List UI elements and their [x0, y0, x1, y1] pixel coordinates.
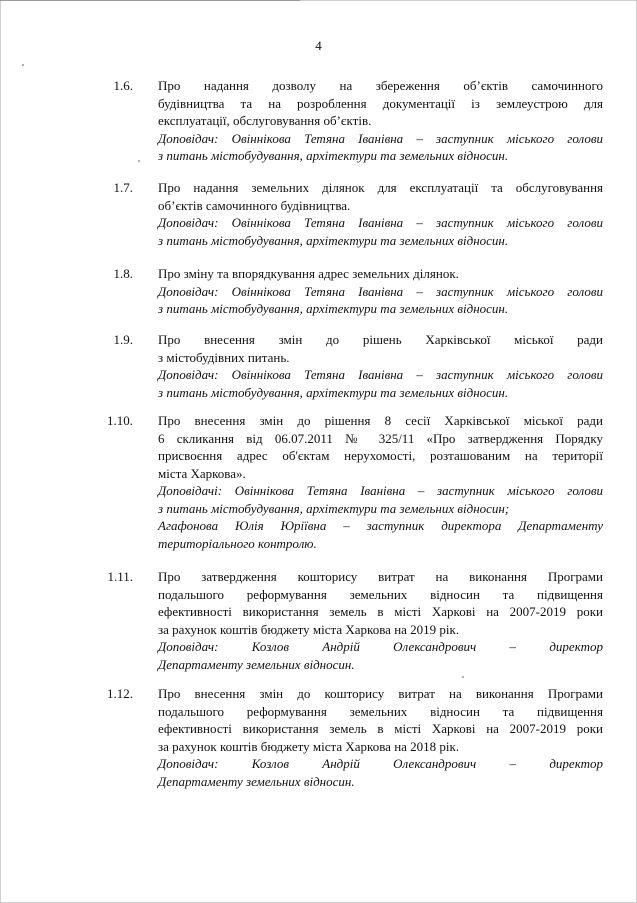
- item-number: 1.7.: [113, 180, 133, 195]
- item-number: 1.10.: [107, 413, 133, 428]
- item-content: [158, 77, 603, 165]
- item-number: 1.11.: [107, 569, 133, 584]
- reporter-line: з питань містобудування, архітектури та земельних відносин.: [158, 148, 509, 163]
- reporter-line: територіального контролю.: [158, 535, 317, 551]
- item-title-line: Про внесення змін до кошторису витрат на виконання Програми: [158, 686, 603, 701]
- item-content: [158, 179, 603, 249]
- reporter-line: Доповідачі: Овіннікова Тетяна Іванівна – заступник міського голови: [158, 483, 603, 498]
- item-number: 1.9.: [113, 332, 133, 347]
- item-title-line: 6 скликання від 06.07.2011 № 325/11 «Про затвердження Порядку: [158, 430, 603, 446]
- scan-speck: [138, 160, 140, 162]
- item-title-line: Про внесення змін до рішення 8 сесії Харківської міської ради: [158, 413, 603, 428]
- reporter-line: Департаменту земельних відносин.: [158, 773, 355, 789]
- item-title-line: Про надання дозволу на збереження об’єктів самочинного: [158, 78, 603, 93]
- item-number: 1.12.: [107, 686, 133, 701]
- scan-speck: [462, 676, 464, 678]
- scan-speck: [22, 64, 24, 66]
- reporter-line: з питань містобудування, архітектури та земельних відносин.: [158, 232, 509, 248]
- item-title-line: ефективності використання земель в місті Харкові на 2007-2019 роки: [158, 604, 603, 619]
- reporter-line: Агафонова Юлія Юріївна – заступник директора Департаменту: [158, 518, 603, 533]
- item-title-line: подальшого реформування земельних відносин та підвищення: [158, 703, 603, 719]
- item-number: 1.8.: [113, 266, 133, 281]
- item-number: 1.6.: [113, 78, 133, 93]
- item-content: [158, 331, 603, 401]
- reporter-line: з питань містобудування, архітектури та земельних відносин.: [158, 384, 509, 400]
- item-title-line: присвоєння адрес об'єктам нерухомості, розташованим на території: [158, 448, 603, 463]
- reporter-line: Доповідач: Козлов Андрій Олександрович – директор: [158, 756, 603, 771]
- item-content: [158, 265, 603, 318]
- item-title-line: за рахунок коштів бюджету міста Харкова на 2019 рік.: [158, 621, 460, 637]
- item-title-line: Про зміну та впорядкування адрес земельних ділянок.: [158, 266, 459, 281]
- reporter-line: Доповідач: Овіннікова Тетяна Іванівна – заступник міського голови: [158, 367, 603, 382]
- reporter-line: Доповідач: Овіннікова Тетяна Іванівна – заступник міського голови: [158, 215, 603, 230]
- item-title-line: з містобудівних питань.: [158, 349, 290, 365]
- item-content: [158, 568, 603, 673]
- item-title-line: експлуатації, обслуговування об’єктів.: [158, 113, 372, 128]
- reporter-line: Департаменту земельних відносин.: [158, 656, 355, 672]
- reporter-line: Доповідач: Козлов Андрій Олександрович – директор: [158, 639, 603, 654]
- page-number: 4: [315, 38, 322, 53]
- item-title-line: об’єктів самочинного будівництва.: [158, 197, 351, 213]
- reporter-line: Доповідач: Овіннікова Тетяна Іванівна – заступник міського голови: [158, 283, 603, 299]
- item-title-line: Про внесення змін до рішень Харківської міської ради: [158, 332, 603, 347]
- item-title-line: Про затвердження кошторису витрат на виконання Програми: [158, 569, 603, 584]
- item-title-line: подальшого реформування земельних відносин та підвищення: [158, 586, 603, 602]
- item-title-line: будівництва та на розроблення документації із землеустрою для: [158, 95, 603, 111]
- item-title-line: Про надання земельних ділянок для експлуатації та обслуговування: [158, 180, 603, 195]
- reporter-line: Доповідач: Овіннікова Тетяна Іванівна – заступник міського голови: [158, 130, 603, 146]
- reporter-line: з питань містобудування, архітектури та земельних відносин.: [158, 301, 509, 316]
- item-title-line: за рахунок коштів бюджету міста Харкова на 2018 рік.: [158, 738, 460, 754]
- item-title-line: ефективності використання земель в місті Харкові на 2007-2019 роки: [158, 721, 603, 736]
- reporter-line: з питань містобудування, архітектури та земельних відносин;: [158, 500, 510, 516]
- scan-top-edge: [0, 0, 300, 1]
- item-title-line: міста Харкова».: [158, 465, 246, 481]
- item-content: [158, 412, 603, 552]
- item-content: [158, 685, 603, 790]
